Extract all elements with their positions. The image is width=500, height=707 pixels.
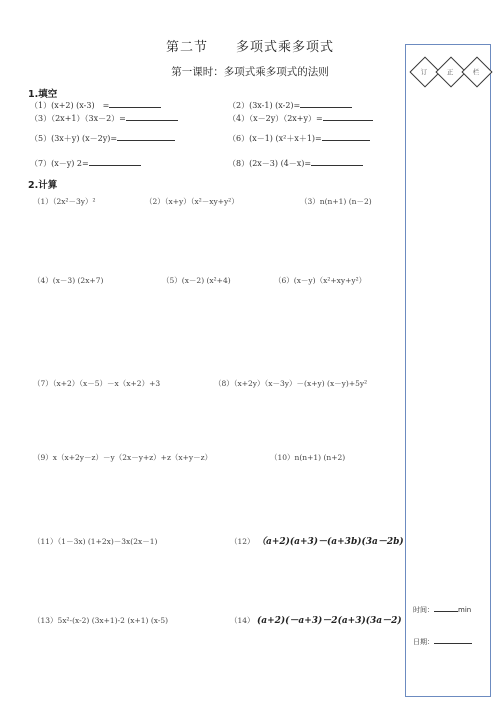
section-fill-heading: 1.填空 (28, 89, 58, 100)
page-subtitle: 第一课时：多项式乘多项式的法则 (171, 66, 329, 78)
calc-problem-14-label: （14） (230, 616, 255, 625)
calc-problem-2: （2）（x+y）（x²－xy+y²） (145, 197, 239, 206)
section-calc-heading: 2.计算 (28, 180, 58, 191)
calc-problem-7: （7）（x+2）（x－5）－x（x+2）+3 (33, 379, 161, 388)
fill-item-4: （4）（x－2y）（2x+y）= (228, 111, 373, 124)
answer-blank-2[interactable] (300, 98, 352, 108)
fill-item-6: （6）(x－1) (x²＋x＋1)= (228, 131, 370, 144)
fill-item-3: （3）（2x+1）（3x－2）= (30, 111, 178, 124)
calc-problem-14: (a+2)(－a+3)－2(a+3)(3a－2) (257, 616, 402, 626)
calc-problem-1: （1）（2x²－3y）² (33, 197, 96, 206)
date-blank[interactable] (434, 635, 472, 644)
fill-item-8: （8）(2x－3) (4－x)= (228, 156, 363, 169)
mark-label-3: 栏 (472, 68, 480, 76)
time-label: 时间： (413, 606, 434, 614)
calc-problem-12-label: （12） (230, 537, 255, 546)
mark-label-1: 订 (420, 68, 428, 76)
calc-problem-8: （8）（x+2y）（x－3y）－(x+y) (x－y)+5y² (214, 379, 368, 388)
calc-problem-12: （a+2)(a+3)－(a+3b)(3a－2b) (257, 537, 404, 547)
page-title: 第二节 多项式乘多项式 (165, 40, 334, 55)
date-label: 日期： (413, 638, 434, 646)
answer-blank-1[interactable] (109, 98, 161, 108)
answer-blank-5[interactable] (117, 131, 175, 141)
time-unit: min (458, 606, 472, 614)
calc-problem-5: （5）(x－2) (x²+4) (162, 276, 231, 285)
fill-item-1: （1）(x+2) (x-3) = (30, 98, 161, 111)
calc-problem-4: （4）(x－3) (2x+7) (33, 276, 104, 285)
answer-blank-4[interactable] (323, 111, 373, 121)
answer-blank-6[interactable] (322, 131, 370, 141)
calc-problem-13: （13）5x²-(x-2) (3x+1)-2 (x+1) (x-5) (33, 616, 169, 625)
answer-blank-8[interactable] (311, 156, 363, 166)
answer-blank-3[interactable] (126, 111, 178, 121)
answer-blank-7[interactable] (89, 156, 141, 166)
calc-problem-11: （11）（1－3x) (1+2x)－3x(2x－1) (33, 537, 158, 546)
correction-sidebar (405, 44, 491, 697)
calc-problem-6: （6）(x－y)（x²+xy+y²） (274, 276, 367, 285)
fill-item-2: （2）(3x-1) (x-2)= (228, 98, 352, 111)
calc-problem-10: （10）n(n+1) (n+2) (270, 453, 346, 462)
fill-item-5: （5）(3x＋y) (x－2y)= (30, 131, 175, 144)
mark-label-2: 正 (446, 68, 454, 76)
calc-problem-3: （3）n(n+1) (n－2) (300, 197, 372, 206)
date-field (413, 635, 472, 647)
time-field (413, 603, 471, 615)
calc-problem-9: （9）x（x+2y－z）－y（2x－y+z）+z（x+y－z） (33, 453, 213, 462)
time-blank[interactable] (434, 603, 458, 612)
fill-item-7: （7）(x－y) 2= (30, 156, 141, 169)
